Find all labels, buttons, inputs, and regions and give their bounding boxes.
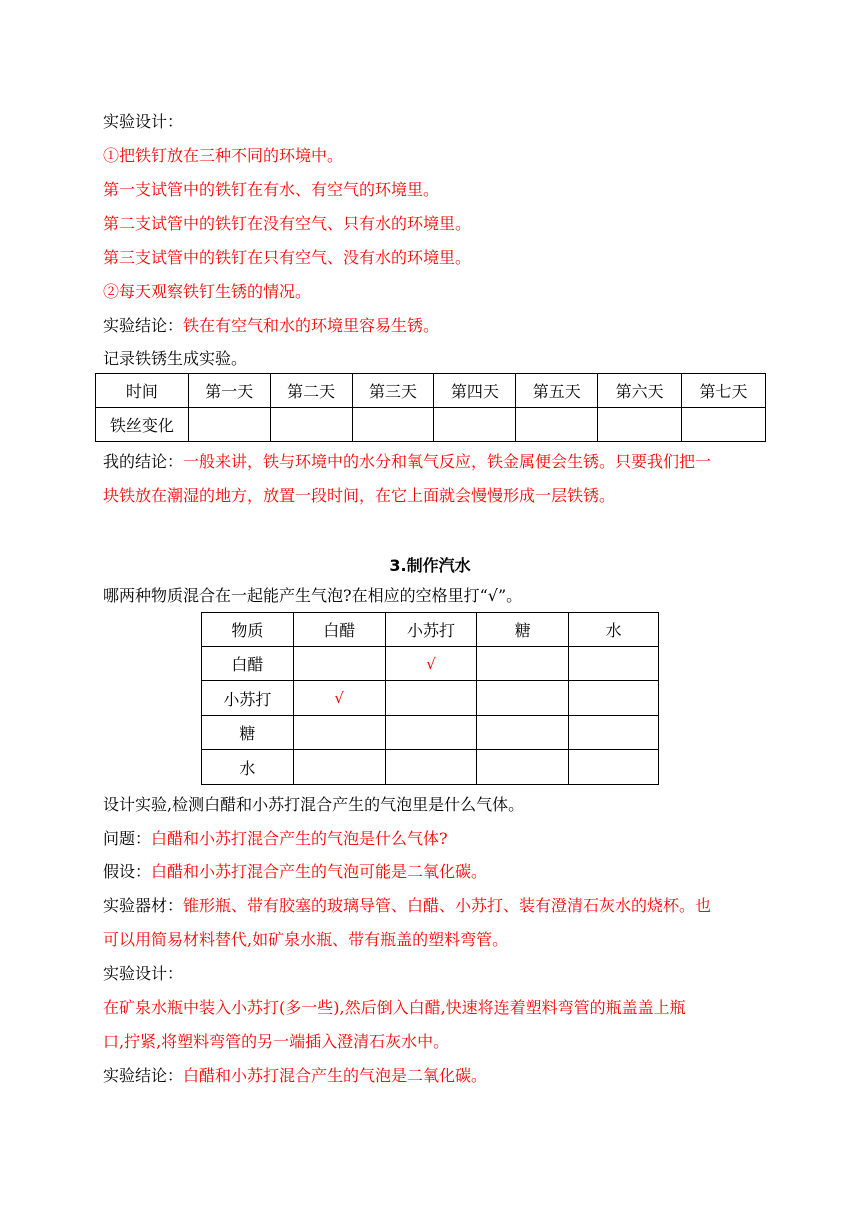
hypothesis-text: 白醋和小苏打混合产生的气泡可能是二氧化碳。 — [151, 862, 488, 881]
row-label: 糖 — [202, 716, 294, 750]
design-label-2: 实验设计： — [103, 964, 184, 983]
conclusion-text: 铁在有空气和水的环境里容易生锈。 — [183, 316, 440, 335]
my-conclusion-text: 一般来讲，铁与环境中的水分和氧气反应，铁金属便会生锈。只要我们把一 — [183, 452, 712, 471]
hypothesis-label: 假设： — [103, 862, 152, 881]
table-cell — [682, 408, 766, 442]
table-cell — [352, 408, 434, 442]
materials-label: 实验器材： — [103, 896, 184, 915]
table-cell — [477, 647, 569, 681]
materials-line2: 可以用简易材料替代,如矿泉水瓶、带有瓶盖的塑料弯管。 — [103, 930, 509, 949]
conclusion-label: 实验结论： — [103, 316, 184, 335]
table-row — [202, 716, 659, 750]
row-label: 小苏打 — [202, 681, 294, 716]
table-cell — [569, 716, 659, 750]
table-cell — [569, 750, 659, 785]
record-title: 记录铁锈生成实验。 — [103, 349, 248, 368]
my-conclusion-line2: 块铁放在潮湿的地方，放置一段时间，在它上面就会慢慢形成一层铁锈。 — [103, 486, 616, 505]
table-cell — [293, 647, 385, 681]
table-header-cell: 第七天 — [682, 374, 766, 408]
step-2: 第一支试管中的铁钉在有水、有空气的环境里。 — [103, 180, 440, 199]
table-header-cell: 白醋 — [293, 613, 385, 647]
table-cell — [385, 716, 477, 750]
table-header-row — [96, 374, 766, 408]
step-3: 第二支试管中的铁钉在没有空气、只有水的环境里。 — [103, 214, 472, 233]
row-label: 白醋 — [202, 647, 294, 681]
problem-text: 白醋和小苏打混合产生的气泡是什么气体? — [151, 829, 448, 848]
table-row — [202, 647, 659, 681]
materials-text: 锥形瓶、带有胶塞的玻璃导管、白醋、小苏打、装有澄清石灰水的烧杯。也 — [183, 896, 712, 915]
conclusion-label-2: 实验结论： — [103, 1066, 184, 1085]
row-label: 铁丝变化 — [96, 408, 189, 442]
table-row — [202, 681, 659, 716]
design-task: 设计实验,检测白醋和小苏打混合产生的气泡里是什么气体。 — [103, 795, 525, 814]
step-5: ②每天观察铁钉生锈的情况。 — [103, 282, 312, 301]
step-1: ①把铁钉放在三种不同的环境中。 — [103, 146, 344, 165]
table-header-cell: 水 — [569, 613, 659, 647]
table-cell — [516, 408, 598, 442]
mixing-table — [201, 612, 659, 785]
design-line1: 在矿泉水瓶中装入小苏打(多一些),然后倒入白醋,快速将连着塑料弯管的瓶盖盖上瓶 — [103, 998, 686, 1017]
table-header-cell: 时间 — [96, 374, 189, 408]
my-conclusion-label: 我的结论： — [103, 452, 184, 471]
table-header-cell: 第三天 — [352, 374, 434, 408]
section-heading: 3.制作汽水 — [389, 556, 471, 575]
table-header-row — [202, 613, 659, 647]
hypothesis-line — [103, 862, 487, 882]
check-mark: √ — [293, 681, 385, 716]
check-mark: √ — [385, 647, 477, 681]
conclusion-line — [103, 316, 439, 336]
table-header-cell: 糖 — [477, 613, 569, 647]
table-header-cell: 第五天 — [516, 374, 598, 408]
question-text: 哪两种物质混合在一起能产生气泡?在相应的空格里打“√”。 — [103, 586, 523, 605]
materials-line1 — [103, 896, 711, 916]
design-line2: 口,拧紧,将塑料弯管的另一端插入澄清石灰水中。 — [103, 1032, 450, 1051]
table-cell — [270, 408, 352, 442]
table-header-cell: 第六天 — [598, 374, 682, 408]
table-cell — [293, 750, 385, 785]
table-cell — [188, 408, 270, 442]
problem-line — [103, 829, 448, 849]
table-row — [96, 408, 766, 442]
my-conclusion-line1 — [103, 452, 711, 472]
table-cell — [477, 681, 569, 716]
design-label: 实验设计： — [103, 112, 184, 131]
table-header-cell: 第一天 — [188, 374, 270, 408]
table-cell — [477, 716, 569, 750]
table-header-cell: 第四天 — [434, 374, 516, 408]
row-label: 水 — [202, 750, 294, 785]
table-cell — [569, 681, 659, 716]
table-cell — [385, 681, 477, 716]
table-cell — [385, 750, 477, 785]
table-cell — [569, 647, 659, 681]
step-4: 第三支试管中的铁钉在只有空气、没有水的环境里。 — [103, 248, 472, 267]
conclusion-line-2 — [103, 1066, 487, 1086]
table-cell — [598, 408, 682, 442]
table-cell — [434, 408, 516, 442]
table-header-cell: 小苏打 — [385, 613, 477, 647]
table-cell — [293, 716, 385, 750]
problem-label: 问题： — [103, 829, 152, 848]
rust-record-table — [95, 373, 766, 442]
table-row — [202, 750, 659, 785]
table-header-cell: 物质 — [202, 613, 294, 647]
table-cell — [477, 750, 569, 785]
table-header-cell: 第二天 — [270, 374, 352, 408]
conclusion-text-2: 白醋和小苏打混合产生的气泡是二氧化碳。 — [183, 1066, 488, 1085]
